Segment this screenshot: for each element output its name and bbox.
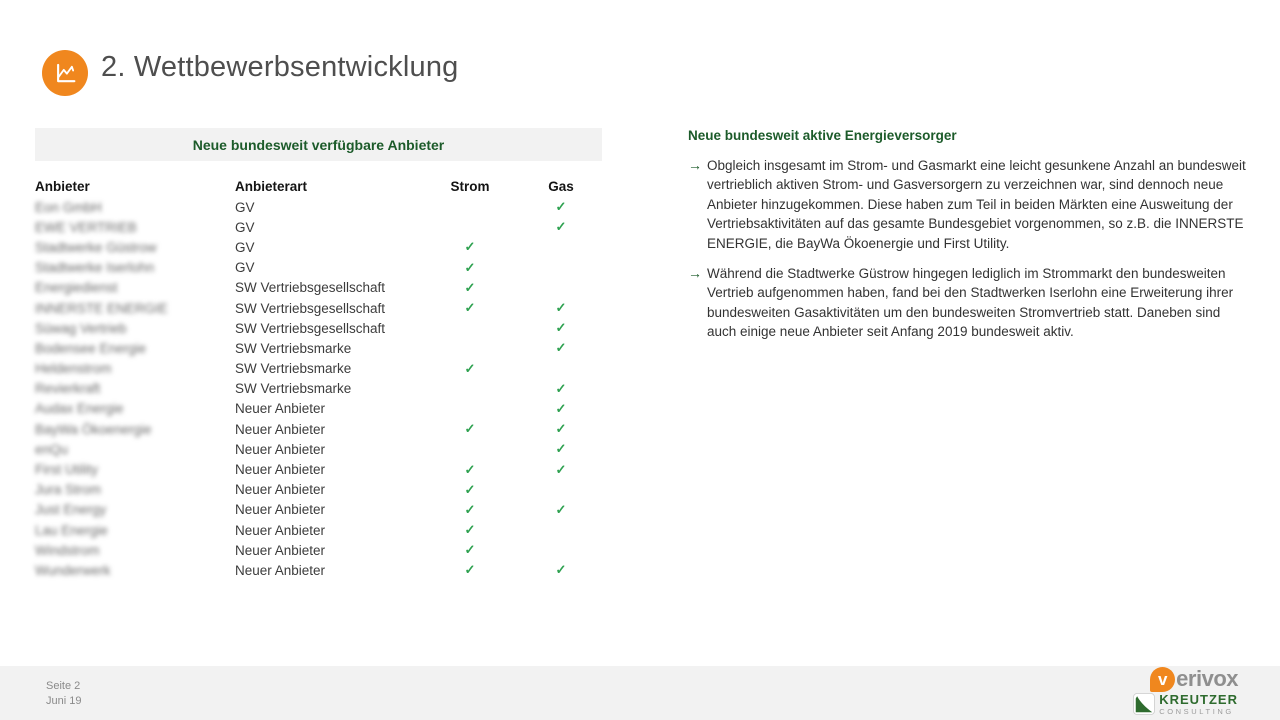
provider-type: GV [235, 199, 255, 215]
page-title: 2. Wettbewerbsentwicklung [101, 51, 459, 83]
provider-name: First Utility [35, 462, 98, 478]
strom-check-icon: ✓ [464, 300, 476, 316]
table-row [35, 480, 602, 500]
provider-type: SW Vertriebsmarke [235, 361, 352, 377]
provider-name: Just Energy [35, 502, 107, 518]
table-row [35, 298, 602, 318]
provider-type: Neuer Anbieter [235, 482, 326, 498]
table-body [35, 197, 602, 581]
strom-check-icon: ✓ [464, 461, 476, 477]
strom-check-icon: ✓ [464, 259, 476, 275]
provider-type: SW Vertriebsgesellschaft [235, 300, 386, 316]
table-row [35, 359, 602, 379]
provider-name: EWE VERTRIEB [35, 219, 137, 235]
provider-name: Jura Strom [35, 482, 102, 498]
table-row [35, 379, 602, 399]
provider-type: Neuer Anbieter [235, 441, 326, 457]
provider-name: Bodensee Energie [35, 340, 147, 356]
notes-bullet [688, 264, 1253, 342]
provider-table [35, 128, 602, 581]
provider-type: GV [235, 219, 255, 235]
strom-check-icon: ✓ [464, 279, 476, 295]
provider-type: SW Vertriebsmarke [235, 381, 352, 397]
col-header-strom: Strom [450, 178, 490, 194]
table-row [35, 520, 602, 540]
gas-check-icon: ✓ [555, 199, 567, 215]
table-row [35, 237, 602, 257]
provider-type: Neuer Anbieter [235, 522, 326, 538]
gas-check-icon: ✓ [555, 501, 567, 517]
provider-type: Neuer Anbieter [235, 401, 326, 417]
gas-check-icon: ✓ [555, 461, 567, 477]
verivox-logo-text: erivox [1176, 666, 1238, 691]
strom-check-icon: ✓ [464, 239, 476, 255]
provider-type: Neuer Anbieter [235, 462, 326, 478]
provider-name: Eon GmbH [35, 199, 102, 215]
line-chart-icon [42, 50, 88, 96]
kreutzer-logo-line2: CONSULTING [1159, 707, 1234, 716]
table-row [35, 318, 602, 338]
provider-name: Audax Energie [35, 401, 124, 417]
arrow-bullet-icon: → [688, 265, 702, 282]
table-row [35, 278, 602, 298]
strom-check-icon: ✓ [464, 360, 476, 376]
gas-check-icon: ✓ [555, 441, 567, 457]
provider-type: Neuer Anbieter [235, 421, 326, 437]
strom-check-icon: ✓ [464, 501, 476, 517]
provider-name: Stadtwerke Iserlohn [35, 260, 155, 276]
gas-check-icon: ✓ [555, 320, 567, 336]
line-chart-glyph [50, 58, 80, 88]
provider-name: BayWa Ökoenergie [35, 421, 152, 437]
provider-type: SW Vertriebsgesellschaft [235, 320, 386, 336]
col-header-anbieterart: Anbieterart [235, 178, 308, 194]
gas-check-icon: ✓ [555, 300, 567, 316]
table-row [35, 197, 602, 217]
table-row [35, 258, 602, 278]
verivox-logo [1150, 666, 1238, 692]
provider-type: GV [235, 260, 255, 276]
gas-check-icon: ✓ [555, 380, 567, 396]
provider-name: Energiedienst [35, 280, 118, 296]
strom-check-icon: ✓ [464, 481, 476, 497]
table-header-row [35, 175, 602, 197]
kreutzer-leaf-icon [1133, 693, 1155, 715]
table-row [35, 338, 602, 358]
provider-type: Neuer Anbieter [235, 502, 326, 518]
arrow-bullet-icon: → [688, 157, 702, 173]
provider-name: Wunderwerk [35, 562, 111, 578]
footer-date: Juni 19 [46, 694, 82, 707]
table-row [35, 217, 602, 237]
verivox-v-icon: v [1150, 667, 1175, 692]
footer-logos [1118, 666, 1238, 720]
footer [0, 666, 1280, 720]
table-row [35, 459, 602, 479]
provider-type: SW Vertriebsgesellschaft [235, 280, 386, 296]
table-row [35, 439, 602, 459]
notes-panel [688, 128, 1253, 353]
provider-name: Windstrom [35, 542, 100, 558]
col-header-gas: Gas [548, 178, 574, 194]
footer-meta [46, 679, 81, 708]
provider-name: Stadtwerke Güstrow [35, 239, 157, 255]
gas-check-icon: ✓ [555, 340, 567, 356]
provider-type: SW Vertriebsmarke [235, 340, 352, 356]
table-row [35, 500, 602, 520]
strom-check-icon: ✓ [464, 522, 476, 538]
table-title: Neue bundesweit verfügbare Anbieter [35, 128, 602, 161]
table-row [35, 399, 602, 419]
strom-check-icon: ✓ [464, 421, 476, 437]
table-row [35, 560, 602, 580]
page-number: Seite 2 [46, 680, 81, 692]
gas-check-icon: ✓ [555, 219, 567, 235]
strom-check-icon: ✓ [464, 562, 476, 578]
provider-type: GV [235, 239, 255, 255]
provider-type: Neuer Anbieter [235, 562, 326, 578]
provider-type: Neuer Anbieter [235, 542, 326, 558]
kreutzer-logo-line1: KREUTZER [1159, 692, 1238, 707]
kreutzer-logo [1133, 693, 1238, 716]
table-row [35, 419, 602, 439]
gas-check-icon: ✓ [555, 562, 567, 578]
notes-bullet-text: Obgleich insgesamt im Strom- und Gasmarkt eine leicht gesunkene Anzahl an bundesweit vertrieblich aktiven Strom- und Gasversorgern zu verzeichnen war, sind dennoch neue Anbieter hinzugekommen. Diese haben zum Teil in beiden Märkten eine Ausweitung der Vertriebsaktivitäten auf das gesamte Bundesgebiet vorgenommen, so z.B. die INNERSTE ENERGIE, die BayWa Ökoenergie und First Utility. [707, 158, 1246, 251]
provider-name: enQu [35, 441, 69, 457]
col-header-anbieter: Anbieter [35, 178, 90, 194]
notes-bullet [688, 156, 1253, 253]
provider-name: Revierkraft [35, 381, 101, 397]
strom-check-icon: ✓ [464, 542, 476, 558]
notes-heading: Neue bundesweit aktive Energieversorger [688, 128, 957, 143]
table-row [35, 540, 602, 560]
notes-bullet-text: Während die Stadtwerke Güstrow hingegen lediglich im Strommarkt den bundesweiten Vertrieb aufgenommen haben, fand bei den Stadtwerken Iserlohn eine Erweiterung ihrer bundesweiten Gasaktivitäten um den bundesweiten Stromvertrieb statt. Daneben sind auch einige neue Anbieter seit Anfang 2019 bundesweit aktiv. [707, 266, 1234, 340]
provider-name: Heldenstrom [35, 361, 112, 377]
gas-check-icon: ✓ [555, 421, 567, 437]
provider-name: Lau Energie [35, 522, 108, 538]
provider-name: Süwag Vertrieb [35, 320, 127, 336]
provider-name: INNERSTE ENERGIE [35, 300, 168, 316]
gas-check-icon: ✓ [555, 400, 567, 416]
